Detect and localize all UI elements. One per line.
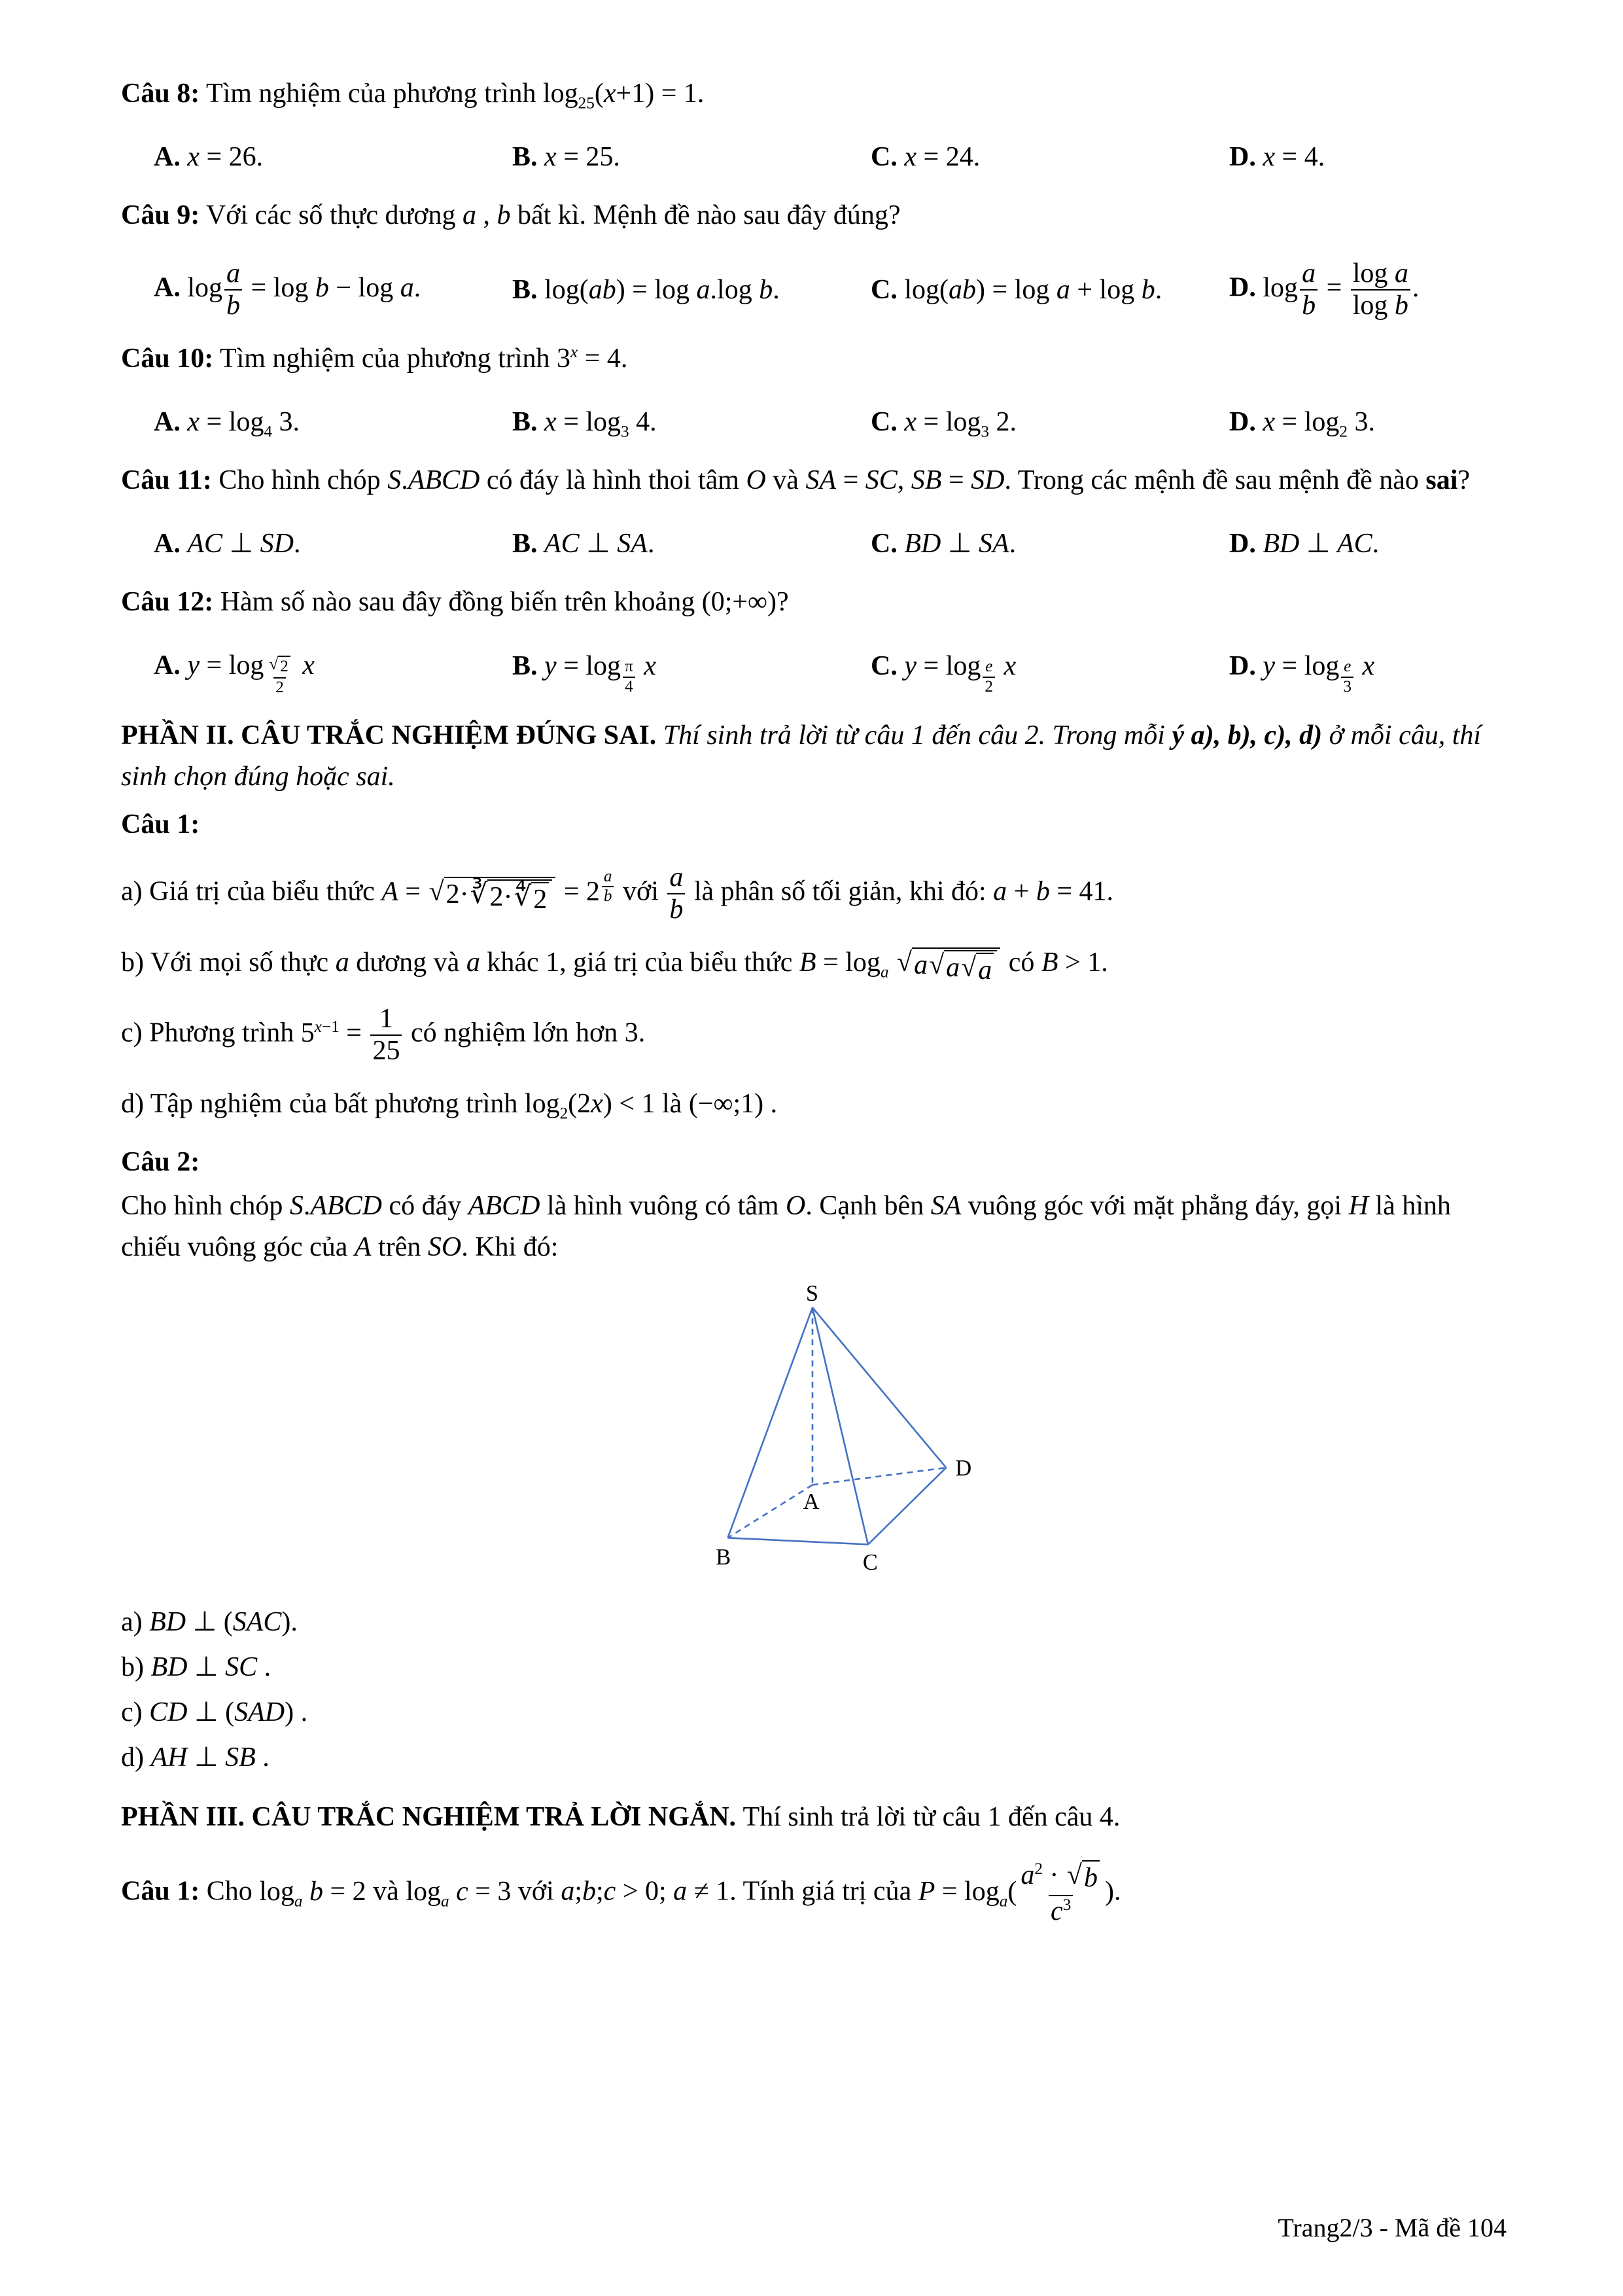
- question-12: [121, 582, 1507, 697]
- question-label: Câu 11:: [121, 465, 212, 496]
- option-A: [154, 523, 512, 565]
- option-letter: D.: [1229, 651, 1256, 682]
- edge-BC: [728, 1538, 868, 1545]
- option-A: [154, 137, 512, 178]
- option-formula: y = log $_{√ 2 2}$ x: [187, 650, 315, 696]
- option-B: [512, 402, 871, 443]
- option-B: [512, 137, 871, 178]
- option-D: [1229, 258, 1507, 321]
- question-text: Tìm nghiệm của phương trình $3^x = 4$.: [219, 344, 628, 374]
- option-formula: log $\frac{a}{b}$ = $\frac{\text{log a}}{\text{log b}}$ .: [1263, 258, 1420, 321]
- part2-q2-statement: Cho hình chóp S.ABCD có đáy ABCD là hình vuông có tâm O. Cạnh bên SA vuông góc với mặt phẳng đáy, gọi H là hình chiếu vuông góc của A trên SO. Khi đó:: [121, 1191, 1451, 1263]
- part2-q2-item-a: a) BD ⊥ (SAC).: [121, 1607, 298, 1638]
- option-formula: BD ⊥ AC.: [1263, 529, 1380, 559]
- edge-SD: [812, 1308, 946, 1468]
- option-D: [1229, 137, 1507, 178]
- question-9: [121, 195, 1507, 321]
- figure-labels: [716, 1282, 971, 1576]
- option-B: [512, 270, 871, 311]
- option-A: [154, 258, 512, 321]
- options-row: [121, 137, 1507, 178]
- option-formula: y = log $_{\frac{e}{2}}$ x: [904, 651, 1017, 696]
- question-label: Câu 12:: [121, 587, 214, 618]
- page-footer: Trang2/3 - Mã đề 104: [1278, 2213, 1507, 2242]
- option-D: [1229, 402, 1507, 443]
- vertex-label-B: B: [716, 1545, 731, 1570]
- option-letter: B.: [512, 142, 538, 172]
- edge-AD-dashed: [812, 1468, 946, 1485]
- option-formula: log(ab) = log a + log b.: [904, 274, 1162, 305]
- part2-q2-item-b: b) BD ⊥ SC .: [121, 1652, 271, 1683]
- pyramid-figure: [121, 1281, 1507, 1591]
- option-A: [154, 402, 512, 443]
- part2-q1-item-d: d) Tập nghiệm của bất phương trình $\log_2(2x) < 1$ là (−∞;1) .: [121, 1089, 778, 1123]
- part2-q2-item-d: d) AH ⊥ SB .: [121, 1742, 270, 1773]
- option-formula: x = 24.: [904, 142, 981, 172]
- option-letter: A.: [154, 272, 181, 303]
- option-C: [871, 402, 1229, 443]
- option-formula: y = log $_{\frac{\pi}{4}}$ x: [544, 651, 656, 696]
- option-letter: B.: [512, 529, 538, 559]
- option-letter: B.: [512, 651, 538, 682]
- option-C: [871, 137, 1229, 178]
- edge-AB-dashed: [728, 1485, 812, 1538]
- question-statement: [121, 73, 1507, 115]
- part3-heading: PHẦN III. CÂU TRẮC NGHIỆM TRẢ LỜI NGẮN. Thí sinh trả lời từ câu 1 đến câu 4.: [121, 1802, 1121, 1833]
- vertex-label-S: S: [805, 1281, 818, 1307]
- figure-edges: [728, 1308, 947, 1545]
- option-B: [512, 523, 871, 565]
- option-letter: A.: [154, 142, 181, 172]
- question-statement: [121, 338, 1507, 380]
- question-label: Câu 8:: [121, 79, 200, 109]
- option-C: [871, 523, 1229, 565]
- part2-q1-item-a: a) Giá trị của biểu thức A = √ 2· ∛ 2· ∜ 2 = 2 $^{\frac{a}{b}}$ với $\frac{a}{b}$ là phân số tối giản, khi đó: a + b = 41.: [121, 862, 1114, 925]
- question-label: Câu 1:: [121, 1876, 200, 1907]
- option-letter: A.: [154, 650, 181, 681]
- option-letter: B.: [512, 407, 538, 438]
- part3-q1-statement: [121, 1860, 1507, 1926]
- question-10: [121, 338, 1507, 443]
- option-formula: $x = \log_2 3$.: [1263, 407, 1375, 441]
- part2-q2-item-c: c) CD ⊥ (SAD) .: [121, 1697, 308, 1728]
- option-formula: BD ⊥ SA.: [904, 529, 1017, 559]
- option-letter: C.: [871, 274, 898, 305]
- edge-SB: [728, 1308, 812, 1538]
- option-B: [512, 646, 871, 696]
- part2-q2-label-line: [121, 1142, 1507, 1183]
- question-label: Câu 2:: [121, 1147, 200, 1178]
- question-statement: [121, 460, 1507, 501]
- part2-heading: PHẦN II. CÂU TRẮC NGHIỆM ĐÚNG SAI. Thí sinh trả lời từ câu 1 đến câu 2. Trong mỗi ý a), b), c), d) ở mỗi câu, thí sinh chọn đúng hoặc sai.: [121, 720, 1482, 792]
- option-C: [871, 270, 1229, 311]
- question-label: Câu 1:: [121, 809, 200, 839]
- option-letter: C.: [871, 529, 898, 559]
- option-letter: D.: [1229, 142, 1256, 172]
- edge-SC: [812, 1308, 868, 1545]
- option-formula: $x = \log_3 2$.: [904, 407, 1017, 441]
- option-letter: D.: [1229, 407, 1256, 438]
- option-formula: y = log $_{\frac{e}{3}}$ x: [1263, 651, 1375, 696]
- question-text: Với các số thực dương a , b bất kì. Mệnh đề nào sau đây đúng?: [205, 200, 901, 230]
- question-text: Cho hình chóp S.ABCD có đáy là hình thoi tâm O và SA = SC, SB = SD. Trong các mệnh đề sau mệnh đề nào sai?: [218, 465, 1471, 496]
- option-letter: A.: [154, 407, 181, 438]
- option-A: [154, 645, 512, 697]
- part2-q1-item-c: c) Phương trình $5^{x-1}$ = $\frac{1}{25}$ có nghiệm lớn hơn 3.: [121, 1004, 646, 1067]
- option-formula: x = 4.: [1263, 142, 1325, 172]
- option-letter: C.: [871, 651, 898, 682]
- question-label: Câu 10:: [121, 344, 214, 374]
- option-letter: D.: [1229, 272, 1256, 303]
- option-C: [871, 646, 1229, 696]
- option-D: [1229, 523, 1507, 565]
- pyramid-svg: [660, 1281, 972, 1579]
- vertex-label-D: D: [955, 1456, 972, 1481]
- option-letter: C.: [871, 142, 898, 172]
- option-formula: AC ⊥ SA.: [544, 529, 655, 559]
- option-letter: D.: [1229, 529, 1256, 559]
- part2-q1-item-b: b) Với mọi số thực a dương và a khác 1, giá trị của biểu thức $B = \log_a$ √ a √ a √ a có B > 1.: [121, 942, 1507, 987]
- vertex-label-C: C: [862, 1550, 878, 1576]
- option-formula: x = 26.: [187, 142, 264, 172]
- option-formula: $x = \log_3 4$.: [544, 407, 657, 441]
- question-label: Câu 9:: [121, 200, 200, 230]
- option-formula: AC ⊥ SD.: [187, 529, 301, 559]
- option-formula: log $\frac{a}{b}$ = log b − log a.: [187, 258, 421, 321]
- option-letter: A.: [154, 529, 181, 559]
- options-row: [121, 258, 1507, 321]
- option-letter: C.: [871, 407, 898, 438]
- question-8: [121, 73, 1507, 178]
- option-letter: B.: [512, 274, 538, 305]
- question-text: Hàm số nào sau đây đồng biến trên khoảng (0;+∞)?: [220, 587, 789, 618]
- question-text: Cho $\log_a b = 2$ và $\log_a c = 3$ với a;b;c > 0; a ≠ 1. Tính giá trị của $P = \log_a$( $a^2$ · √ b $c^3$ ).: [206, 1860, 1121, 1926]
- option-formula: $x = \log_4 3$.: [187, 407, 300, 441]
- vertex-label-A: A: [803, 1489, 820, 1515]
- option-D: [1229, 646, 1507, 696]
- option-formula: x = 25.: [544, 142, 620, 172]
- question-11: [121, 460, 1507, 565]
- options-row: [121, 645, 1507, 697]
- question-statement: [121, 582, 1507, 623]
- question-statement: [121, 195, 1507, 236]
- question-text: Tìm nghiệm của phương trình $\log_{25}(x+1) = 1$.: [205, 79, 705, 113]
- part2-q1-label-line: [121, 804, 1507, 845]
- options-row: [121, 402, 1507, 443]
- options-row: [121, 523, 1507, 565]
- option-formula: log(ab) = log a.log b.: [544, 274, 780, 305]
- edge-CD: [868, 1468, 946, 1545]
